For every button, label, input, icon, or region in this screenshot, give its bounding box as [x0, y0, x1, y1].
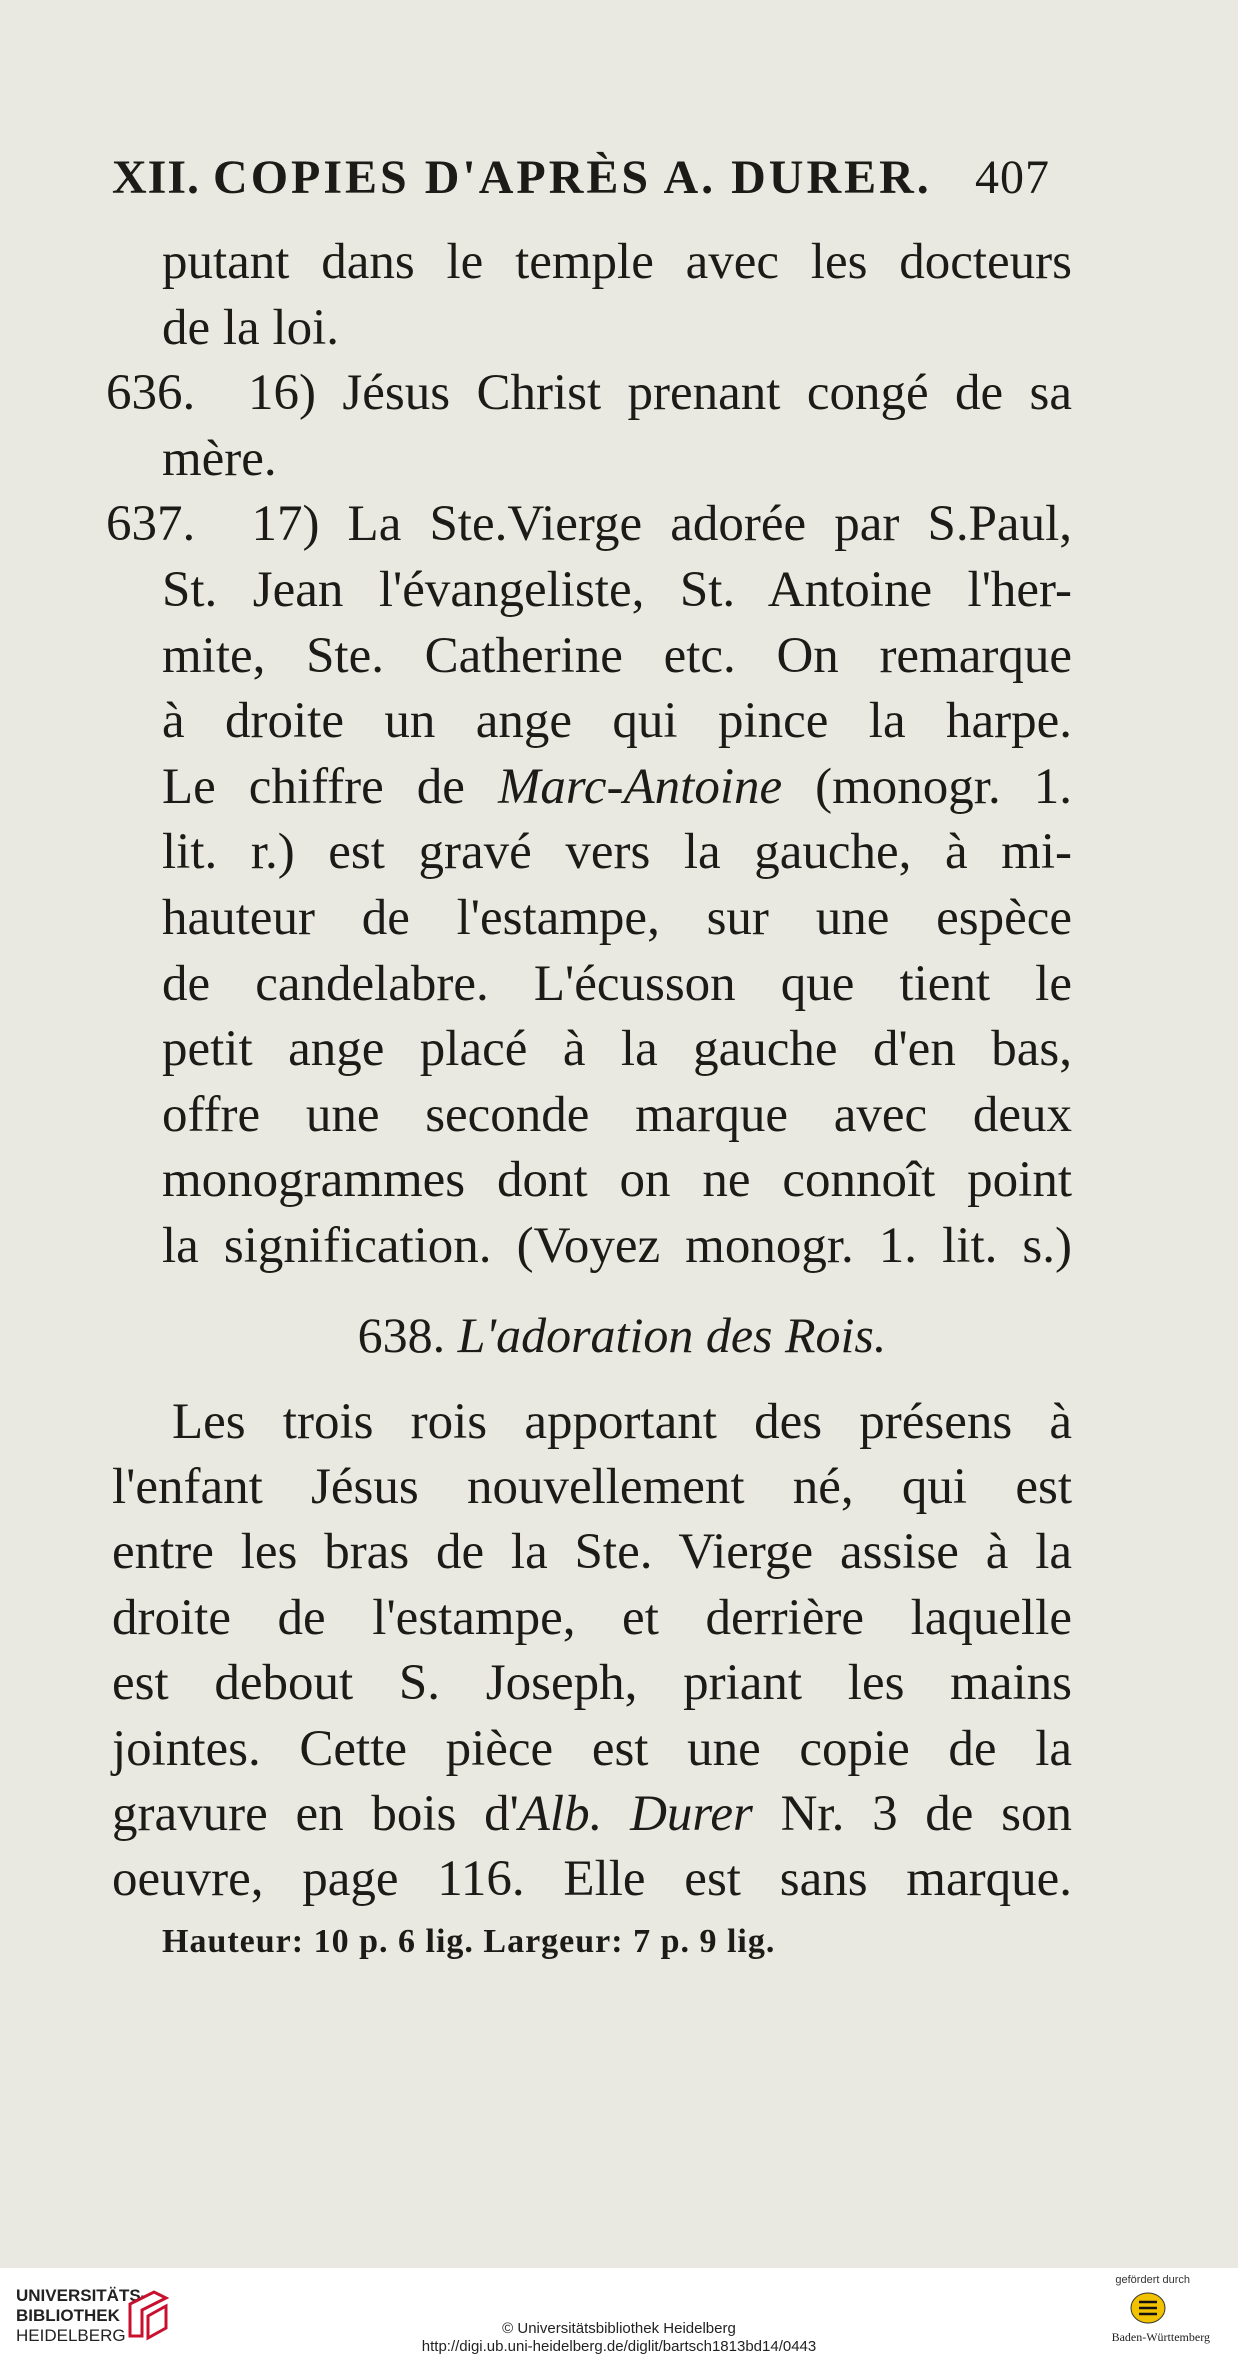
text-line: mite, Ste. Catherine etc. On remarque — [162, 627, 1072, 684]
text-line: putant dans le temple avec les docteurs — [162, 234, 1072, 290]
text-run: Le chiffre de — [162, 758, 465, 815]
text-line-mixed — [112, 755, 1072, 821]
section-number: 638. — [357, 1306, 446, 1363]
text-line: mère. — [162, 430, 277, 487]
dimensions-line: Hauteur: 10 p. 6 lig. Largeur: 7 p. 9 lig. — [162, 1922, 776, 1960]
library-name-1: UNIVERSITÄTS- — [16, 2286, 147, 2305]
text-line: la signification. (Voyez monogr. 1. lit. s.) — [162, 1217, 1072, 1274]
text-line: de la loi. — [162, 299, 340, 356]
description-paragraph — [112, 1390, 1072, 1913]
text-line: Les trois rois apportant des présens à — [172, 1393, 1072, 1450]
header-title: COPIES D'APRÈS A. DURER. — [213, 151, 932, 204]
text-line: de candelabre. L'écusson que tient le — [162, 955, 1072, 1012]
funder-name: Baden-Württemberg — [1111, 2330, 1210, 2344]
library-name-2: BIBLIOTHEK — [16, 2306, 120, 2325]
italic-name: Alb. Durer — [518, 1785, 753, 1842]
text-line: oeuvre, page 116. Elle est sans marque. — [112, 1851, 1072, 1908]
text-line: entre les bras de la Ste. Vierge assise à la — [112, 1524, 1072, 1581]
copyright-notice: © Universitätsbibliothek Heidelberg — [502, 2320, 736, 2337]
catalogue-entries — [106, 230, 1072, 1280]
text-line: droite de l'estampe, et derrière laquelle — [112, 1589, 1072, 1646]
permalink-url[interactable]: http://digi.ub.uni-heidelberg.de/diglit/bartsch1813bd14/0443 — [421, 2338, 817, 2355]
footer-bar — [0, 2268, 1238, 2356]
page-content — [106, 150, 1073, 1961]
section-title: L'adoration des Rois. — [457, 1306, 887, 1363]
text-line: jointes. Cette pièce est une copie de la — [112, 1720, 1072, 1777]
header-roman: XII. — [112, 151, 201, 204]
text-run: (monogr. 1. — [815, 758, 1072, 815]
text-line: monogrammes dont on ne connoît point — [162, 1152, 1072, 1209]
text-line: hauteur de l'estampe, sur une espèce — [162, 889, 1072, 946]
text-run: gravure en bois d' — [112, 1785, 519, 1842]
text-line: St. Jean l'évangeliste, St. Antoine l'her- — [162, 561, 1072, 618]
text-line: à droite un ange qui pince la harpe. — [162, 693, 1072, 750]
text-line: petit ange placé à la gauche d'en bas, — [162, 1021, 1072, 1078]
text-line: l'enfant Jésus nouvellement né, qui est — [112, 1458, 1072, 1515]
text-run: Nr. 3 de son — [780, 1785, 1073, 1842]
text-line: est debout S. Joseph, priant les mains — [112, 1655, 1072, 1712]
text-line: lit. r.) est gravé vers la gauche, à mi- — [162, 824, 1072, 881]
library-name-3: HEIDELBERG — [16, 2326, 126, 2345]
coat-of-arms-icon — [1130, 2290, 1166, 2326]
text-line: offre une seconde marque avec deux — [162, 1086, 1072, 1143]
italic-name: Marc-Antoine — [497, 758, 783, 815]
funded-by-label: gefördert durch — [1115, 2274, 1190, 2286]
page-number: 407 — [975, 151, 1050, 204]
entry-636: 636. 16) Jésus Christ prenant congé de sa — [106, 365, 1072, 422]
entry-637: 637. 17) La Ste.Vierge adorée par S.Paul, — [106, 496, 1072, 553]
text-line-mixed — [112, 1782, 1072, 1847]
running-header — [112, 150, 1072, 230]
section-heading — [112, 1300, 1072, 1370]
